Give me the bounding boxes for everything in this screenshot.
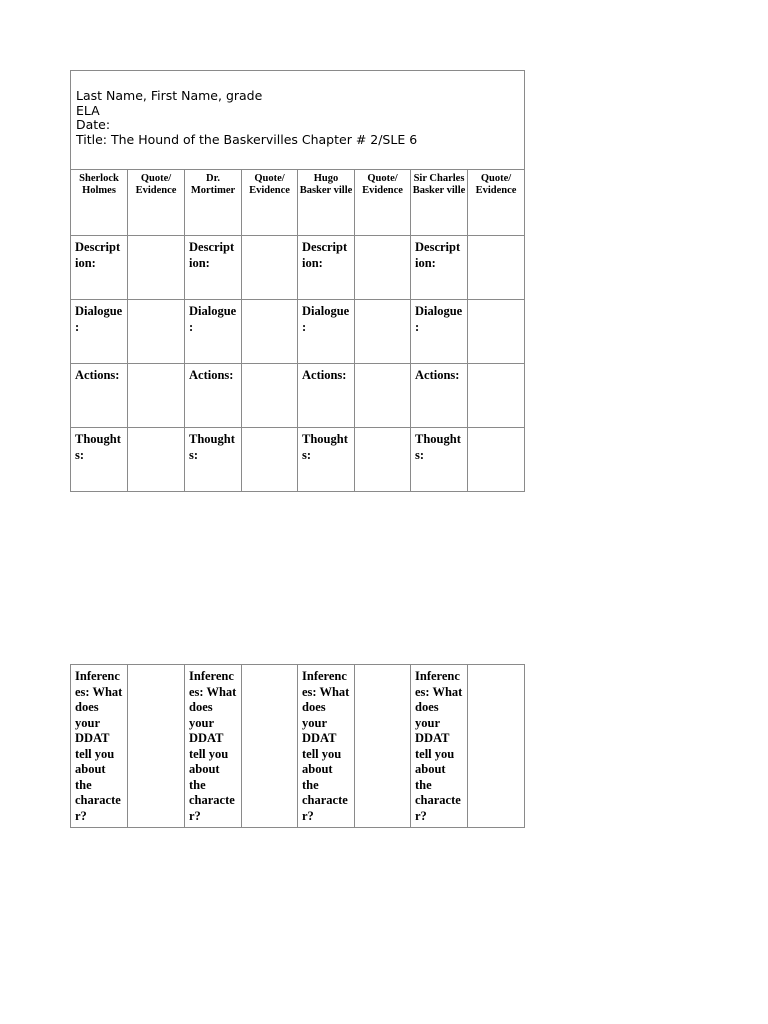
row-label-thoughts: Thought s: bbox=[71, 428, 128, 492]
title-line: Title: The Hound of the Baskervilles Chapter # 2/SLE 6 bbox=[76, 131, 418, 147]
row-label-inferences: Inferenc es: What does your DDAT tell you about the characte r? bbox=[185, 665, 242, 828]
evidence-cell[interactable] bbox=[242, 300, 298, 364]
evidence-cell[interactable] bbox=[468, 428, 525, 492]
table-row-dialogue bbox=[71, 300, 525, 364]
row-label-description: Descript ion: bbox=[185, 236, 242, 300]
evidence-cell[interactable] bbox=[355, 364, 411, 428]
col-header-sir-charles-baskerville: Sir Charles Basker ville bbox=[411, 170, 468, 236]
col-header-evidence: Quote/ Evidence bbox=[128, 170, 185, 236]
row-label-thoughts: Thought s: bbox=[185, 428, 242, 492]
table-row-inferences bbox=[71, 665, 525, 828]
evidence-cell[interactable] bbox=[242, 665, 298, 828]
row-label-actions: Actions: bbox=[185, 364, 242, 428]
row-label-dialogue: Dialogue : bbox=[411, 300, 468, 364]
evidence-cell[interactable] bbox=[128, 364, 185, 428]
character-analysis-table bbox=[70, 70, 525, 492]
col-header-evidence: Quote/ Evidence bbox=[468, 170, 525, 236]
evidence-cell[interactable] bbox=[128, 300, 185, 364]
evidence-cell[interactable] bbox=[128, 665, 185, 828]
row-label-inferences: Inferenc es: What does your DDAT tell you about the characte r? bbox=[71, 665, 128, 828]
evidence-cell[interactable] bbox=[468, 665, 525, 828]
row-label-inferences: Inferenc es: What does your DDAT tell you about the characte r? bbox=[298, 665, 355, 828]
evidence-cell[interactable] bbox=[468, 300, 525, 364]
table-row-thoughts bbox=[71, 428, 525, 492]
evidence-cell[interactable] bbox=[242, 428, 298, 492]
row-label-actions: Actions: bbox=[298, 364, 355, 428]
evidence-cell[interactable] bbox=[242, 236, 298, 300]
student-name-line: Last Name, First Name, grade bbox=[76, 88, 263, 103]
evidence-cell[interactable] bbox=[355, 665, 411, 828]
row-label-actions: Actions: bbox=[411, 364, 468, 428]
table-row-actions bbox=[71, 364, 525, 428]
evidence-cell[interactable] bbox=[355, 236, 411, 300]
col-header-evidence: Quote/ Evidence bbox=[242, 170, 298, 236]
row-label-description: Descript ion: bbox=[298, 236, 355, 300]
worksheet-header bbox=[71, 71, 525, 170]
inference-table bbox=[70, 664, 525, 828]
row-label-dialogue: Dialogue : bbox=[71, 300, 128, 364]
table-row-description bbox=[71, 236, 525, 300]
row-label-dialogue: Dialogue : bbox=[185, 300, 242, 364]
evidence-cell[interactable] bbox=[355, 428, 411, 492]
row-label-description: Descript ion: bbox=[411, 236, 468, 300]
row-label-description: Descript ion: bbox=[71, 236, 128, 300]
evidence-cell[interactable] bbox=[242, 364, 298, 428]
evidence-cell[interactable] bbox=[128, 236, 185, 300]
row-label-actions: Actions: bbox=[71, 364, 128, 428]
date-line: Date: bbox=[76, 117, 111, 132]
row-label-thoughts: Thought s: bbox=[411, 428, 468, 492]
evidence-cell[interactable] bbox=[355, 300, 411, 364]
evidence-cell[interactable] bbox=[468, 364, 525, 428]
col-header-sherlock-holmes: Sherlock Holmes bbox=[71, 170, 128, 236]
row-label-thoughts: Thought s: bbox=[298, 428, 355, 492]
subject-line: ELA bbox=[76, 102, 100, 118]
row-label-dialogue: Dialogue : bbox=[298, 300, 355, 364]
col-header-hugo-baskerville: Hugo Basker ville bbox=[298, 170, 355, 236]
evidence-cell[interactable] bbox=[128, 428, 185, 492]
evidence-cell[interactable] bbox=[468, 236, 525, 300]
col-header-dr-mortimer: Dr. Mortimer bbox=[185, 170, 242, 236]
col-header-evidence: Quote/ Evidence bbox=[355, 170, 411, 236]
row-label-inferences: Inferenc es: What does your DDAT tell you about the characte r? bbox=[411, 665, 468, 828]
